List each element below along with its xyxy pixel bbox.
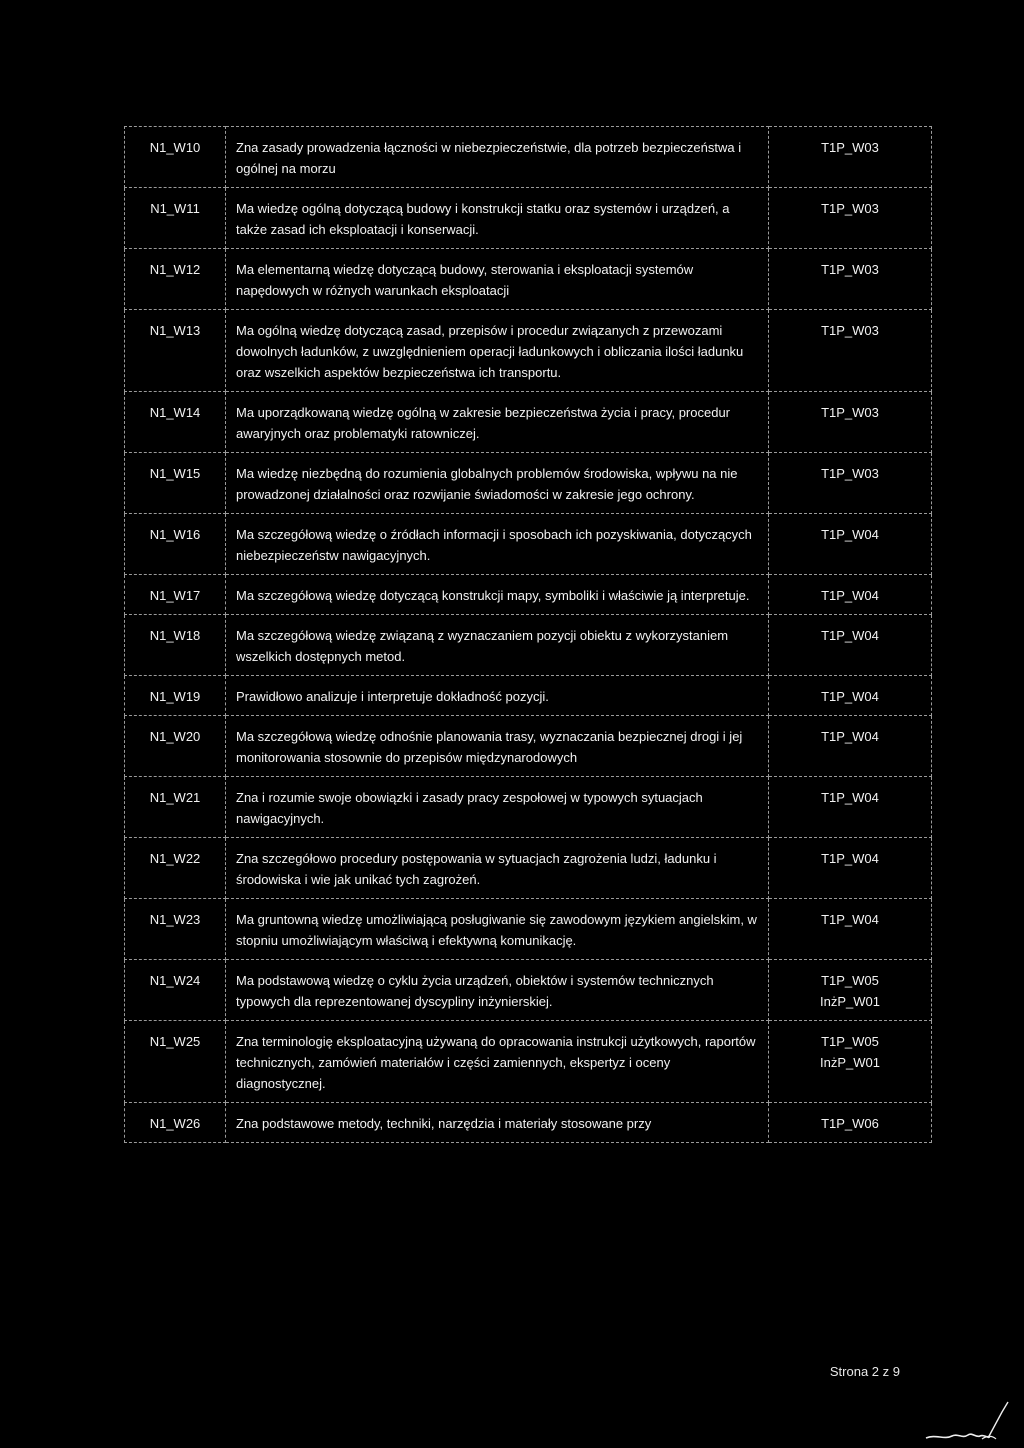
- table-row: [125, 392, 932, 453]
- outcome-description: Zna podstawowe metody, techniki, narzędzia i materiały stosowane przy: [226, 1103, 769, 1143]
- outcome-description: Ma szczegółową wiedzę odnośnie planowania trasy, wyznaczania bezpiecznej drogi i jej monitorowania stosownie do przepisów międzynarodowych: [226, 716, 769, 777]
- page-number: Strona 2 z 9: [829, 1364, 900, 1379]
- table-row: [125, 676, 932, 716]
- reference-code: T1P_W04: [821, 729, 879, 744]
- outcome-code: N1_W23: [125, 899, 226, 960]
- reference-code: T1P_W06: [821, 1116, 879, 1131]
- table-row: [125, 514, 932, 575]
- reference-code: T1P_W04: [821, 851, 879, 866]
- outcome-description: Ma elementarną wiedzę dotyczącą budowy, sterowania i eksploatacji systemów napędowych w różnych warunkach eksploatacji: [226, 249, 769, 310]
- table-row: [125, 838, 932, 899]
- outcome-description: Ma wiedzę ogólną dotyczącą budowy i konstrukcji statku oraz systemów i urządzeń, a także zasad ich eksploatacji i konserwacji.: [226, 188, 769, 249]
- outcome-reference: [769, 188, 932, 249]
- outcome-reference: [769, 899, 932, 960]
- reference-code: T1P_W03: [821, 466, 879, 481]
- table-body: [125, 127, 932, 1143]
- reference-code: T1P_W04: [821, 689, 879, 704]
- outcome-code: N1_W12: [125, 249, 226, 310]
- outcome-description: Ma szczegółową wiedzę o źródłach informacji i sposobach ich pozyskiwania, dotyczących niebezpieczeństw nawigacyjnych.: [226, 514, 769, 575]
- outcome-code: N1_W26: [125, 1103, 226, 1143]
- table-row: [125, 1021, 932, 1103]
- outcome-reference: [769, 838, 932, 899]
- table-row: [125, 453, 932, 514]
- table-row: [125, 127, 932, 188]
- table-row: [125, 899, 932, 960]
- outcome-reference: [769, 777, 932, 838]
- outcome-description: Ma gruntowną wiedzę umożliwiającą posługiwanie się zawodowym językiem angielskim, w stopniu umożliwiającym właściwą i efektywną komunikację.: [226, 899, 769, 960]
- outcome-code: N1_W24: [125, 960, 226, 1021]
- reference-code: T1P_W05: [821, 1034, 879, 1049]
- reference-code: T1P_W05: [821, 973, 879, 988]
- outcome-reference: [769, 453, 932, 514]
- outcome-description: Zna terminologię eksploatacyjną używaną do opracowania instrukcji użytkowych, raportów technicznych, zamówień materiałów i części zamiennych, ekspertyz i oceny diagnostycznej.: [226, 1021, 769, 1103]
- reference-code: T1P_W04: [821, 628, 879, 643]
- outcome-description: Ma uporządkowaną wiedzę ogólną w zakresie bezpieczeństwa życia i pracy, procedur awaryjnych oraz problematyki ratowniczej.: [226, 392, 769, 453]
- learning-outcomes-table: [124, 126, 932, 1143]
- outcome-code: N1_W10: [125, 127, 226, 188]
- outcome-description: Ma podstawową wiedzę o cyklu życia urządzeń, obiektów i systemów technicznych typowych dla reprezentowanej dyscypliny inżynierskiej.: [226, 960, 769, 1021]
- outcome-code: N1_W14: [125, 392, 226, 453]
- outcome-code: N1_W22: [125, 838, 226, 899]
- outcome-description: Ma ogólną wiedzę dotyczącą zasad, przepisów i procedur związanych z przewozami dowolnych ładunków, z uwzględnieniem operacji ładunkowych i obliczania ilości ładunku oraz wszelkich aspektów bezpieczeństwa ich transportu.: [226, 310, 769, 392]
- reference-code: T1P_W03: [821, 140, 879, 155]
- outcome-reference: [769, 1103, 932, 1143]
- table-row: [125, 188, 932, 249]
- outcome-reference: [769, 1021, 932, 1103]
- reference-code: T1P_W03: [821, 262, 879, 277]
- table-row: [125, 777, 932, 838]
- outcome-reference: [769, 960, 932, 1021]
- outcome-reference: [769, 575, 932, 615]
- outcome-description: Prawidłowo analizuje i interpretuje dokładność pozycji.: [226, 676, 769, 716]
- outcome-code: N1_W15: [125, 453, 226, 514]
- outcome-code: N1_W25: [125, 1021, 226, 1103]
- reference-code: T1P_W03: [821, 405, 879, 420]
- outcome-reference: [769, 514, 932, 575]
- outcome-code: N1_W21: [125, 777, 226, 838]
- table-row: [125, 1103, 932, 1143]
- table-row: [125, 960, 932, 1021]
- reference-code: T1P_W04: [821, 912, 879, 927]
- outcome-description: Zna i rozumie swoje obowiązki i zasady pracy zespołowej w typowych sytuacjach nawigacyjnych.: [226, 777, 769, 838]
- outcome-code: N1_W17: [125, 575, 226, 615]
- table-row: [125, 249, 932, 310]
- reference-code: InżP_W01: [820, 1055, 880, 1070]
- reference-code: T1P_W04: [821, 527, 879, 542]
- outcome-reference: [769, 392, 932, 453]
- outcome-description: Zna szczegółowo procedury postępowania w sytuacjach zagrożenia ludzi, ładunku i środowiska i wie jak unikać tych zagrożeń.: [226, 838, 769, 899]
- table-row: [125, 575, 932, 615]
- outcome-description: Ma szczegółową wiedzę dotyczącą konstrukcji mapy, symboliki i właściwie ją interpretuje.: [226, 575, 769, 615]
- outcome-reference: [769, 716, 932, 777]
- outcome-code: N1_W18: [125, 615, 226, 676]
- reference-code: T1P_W03: [821, 323, 879, 338]
- outcome-reference: [769, 676, 932, 716]
- reference-code: T1P_W04: [821, 588, 879, 603]
- outcome-description: Ma wiedzę niezbędną do rozumienia globalnych problemów środowiska, wpływu na nie prowadzonej działalności oraz rozwijanie świadomości w zakresie jego ochrony.: [226, 453, 769, 514]
- outcome-reference: [769, 127, 932, 188]
- outcome-description: Ma szczegółową wiedzę związaną z wyznaczaniem pozycji obiektu z wykorzystaniem wszelkich dostępnych metod.: [226, 615, 769, 676]
- outcome-code: N1_W16: [125, 514, 226, 575]
- outcome-reference: [769, 615, 932, 676]
- outcome-code: N1_W20: [125, 716, 226, 777]
- signature-mark: [922, 1398, 1018, 1448]
- outcome-code: N1_W13: [125, 310, 226, 392]
- reference-code: InżP_W01: [820, 994, 880, 1009]
- table-row: [125, 716, 932, 777]
- outcome-reference: [769, 310, 932, 392]
- outcome-code: N1_W11: [125, 188, 226, 249]
- table-row: [125, 615, 932, 676]
- outcome-code: N1_W19: [125, 676, 226, 716]
- reference-code: T1P_W03: [821, 201, 879, 216]
- table-row: [125, 310, 932, 392]
- outcome-reference: [769, 249, 932, 310]
- outcome-description: Zna zasady prowadzenia łączności w niebezpieczeństwie, dla potrzeb bezpieczeństwa i ogólnej na morzu: [226, 127, 769, 188]
- reference-code: T1P_W04: [821, 790, 879, 805]
